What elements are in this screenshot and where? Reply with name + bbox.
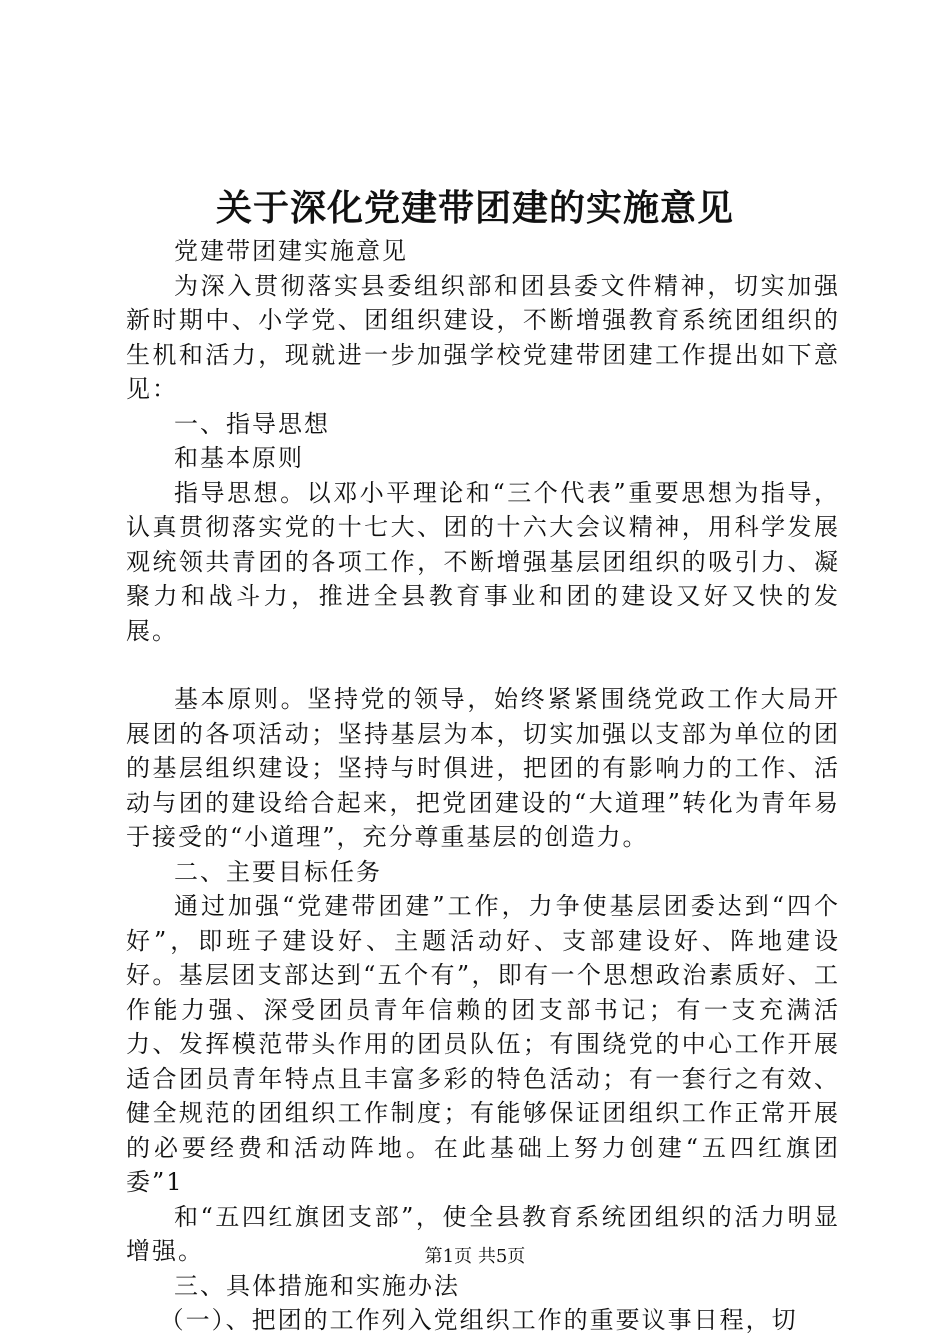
paragraph-goals: 通过加强“党建带团建”工作，力争使基层团委达到“四个好”，即班子建设好、主题活动好、支部建设好、阵地建设好。基层团支部达到“五个有”，即有一个思想政治素质好、工作能力强、深受团员青年信赖的团支部书记；有一支充满活力、发挥模范带头作用的团员队伍；有围绕党的中心工作开展适合团员青年特点且丰富多彩的特色活动；有一套行之有效、健全规范的团组织工作制度；有能够保证团组织工作正常开展的必要经费和活动阵地。在此基础上努力创建“五四红旗团委”1 xyxy=(126,892,840,1196)
page-number: 第1页 共5页 xyxy=(424,1246,526,1267)
document-body xyxy=(126,234,840,1338)
document-title: 关于深化党建带团建的实施意见 xyxy=(215,187,734,229)
paragraph-basic-principles: 基本原则。坚持党的领导，始终紧紧围绕党政工作大局开展团的各项活动；坚持基层为本，切实加强以支部为单位的团的基层组织建设；坚持与时俱进，把团的有影响力的工作、活动与团的建设给合起来，把党团建设的“大道理”转化为青年易于接受的“小道理”，充分尊重基层的创造力。 xyxy=(126,685,840,851)
paragraph-measure-1: （一）、把团的工作列入党组织工作的重要议事日程，切 xyxy=(159,1306,798,1334)
paragraph-guiding-ideology: 指导思想。以邓小平理论和“三个代表”重要思想为指导，认真贯彻落实党的十七大、团的十六大会议精神，用科学发展观统领共青团的各项工作，不断增强基层团组织的吸引力、凝聚力和战斗力，推进全县教育事业和团的建设又好又快的发展。 xyxy=(126,478,840,645)
paragraph-subtitle: 党建带团建实施意见 xyxy=(174,237,408,265)
paragraph-goals-cont: 和“五四红旗团支部”，使全县教育系统团组织的活力明显增强。 xyxy=(126,1202,840,1265)
section-heading-2: 二、主要目标任务 xyxy=(174,857,382,886)
section-heading-3: 三、具体措施和实施办法 xyxy=(174,1271,460,1300)
section-heading-1-cont: 和基本原则 xyxy=(174,444,304,472)
paragraph-intro: 为深入贯彻落实县委组织部和团县委文件精神，切实加强新时期中、小学党、团组织建设，不断增强教育系统团组织的生机和活力，现就进一步加强学校党建带团建工作提出如下意见： xyxy=(126,271,840,403)
section-heading-1: 一、指导思想 xyxy=(174,409,330,438)
